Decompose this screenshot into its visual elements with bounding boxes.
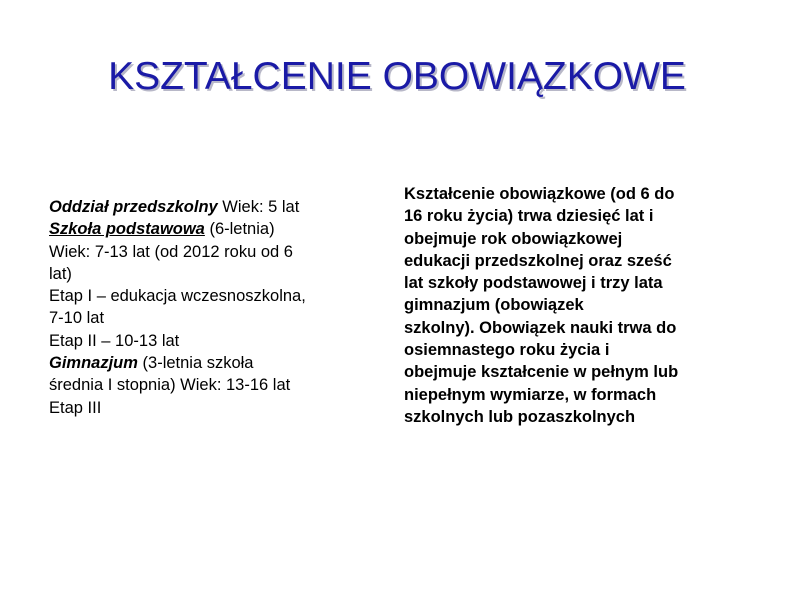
term-gimnazjum: Gimnazjum [49,354,138,373]
left-line [49,218,369,240]
right-line: edukacji przedszkolnej oraz sześć [404,251,672,270]
term-oddzial: Oddział przedszkolny [49,198,218,216]
right-line: obejmuje kształcenie w pełnym lub [404,363,679,382]
left-line: lat) [49,264,72,283]
term-gimnazjum-detail: (3-letnia szkoła [137,354,254,373]
page-title: KSZTAŁCENIE OBOWIĄZKOWE [108,55,686,98]
left-line: Etap III [49,398,102,417]
right-line: szkolny). Obowiązek nauki trwa do [404,318,677,337]
term-szkola-podstawowa: Szkoła podstawowa [49,220,205,239]
left-line [49,196,369,218]
left-column-text [49,196,369,419]
right-line: obejmuje rok obowiązkowej [404,229,623,248]
left-line: średnia I stopnia) Wiek: 13-16 lat [49,376,291,395]
term-szkola-detail: (6-letnia) [204,220,275,239]
left-line: Wiek: 7-13 lat (od 2012 roku od 6 [49,242,293,261]
right-line: lat szkoły podstawowej i trzy lata [404,274,663,293]
left-line [49,352,369,374]
right-line: osiemnastego roku życia i [404,341,610,360]
right-line: 16 roku życia) trwa dziesięć lat i [404,207,654,226]
left-line: Etap I – edukacja wczesnoszkolna, [49,287,306,306]
term-oddzial-detail: Wiek: 5 lat [217,198,300,216]
left-line: 7-10 lat [49,309,105,328]
right-line: gimnazjum (obowiązek [404,296,584,315]
right-column-text [404,183,749,428]
right-line: szkolnych lub pozaszkolnych [404,407,636,426]
right-line: niepełnym wymiarze, w formach [404,385,657,404]
left-line: Etap II – 10-13 lat [49,331,180,350]
right-line: Kształcenie obowiązkowe (od 6 do [404,185,675,203]
